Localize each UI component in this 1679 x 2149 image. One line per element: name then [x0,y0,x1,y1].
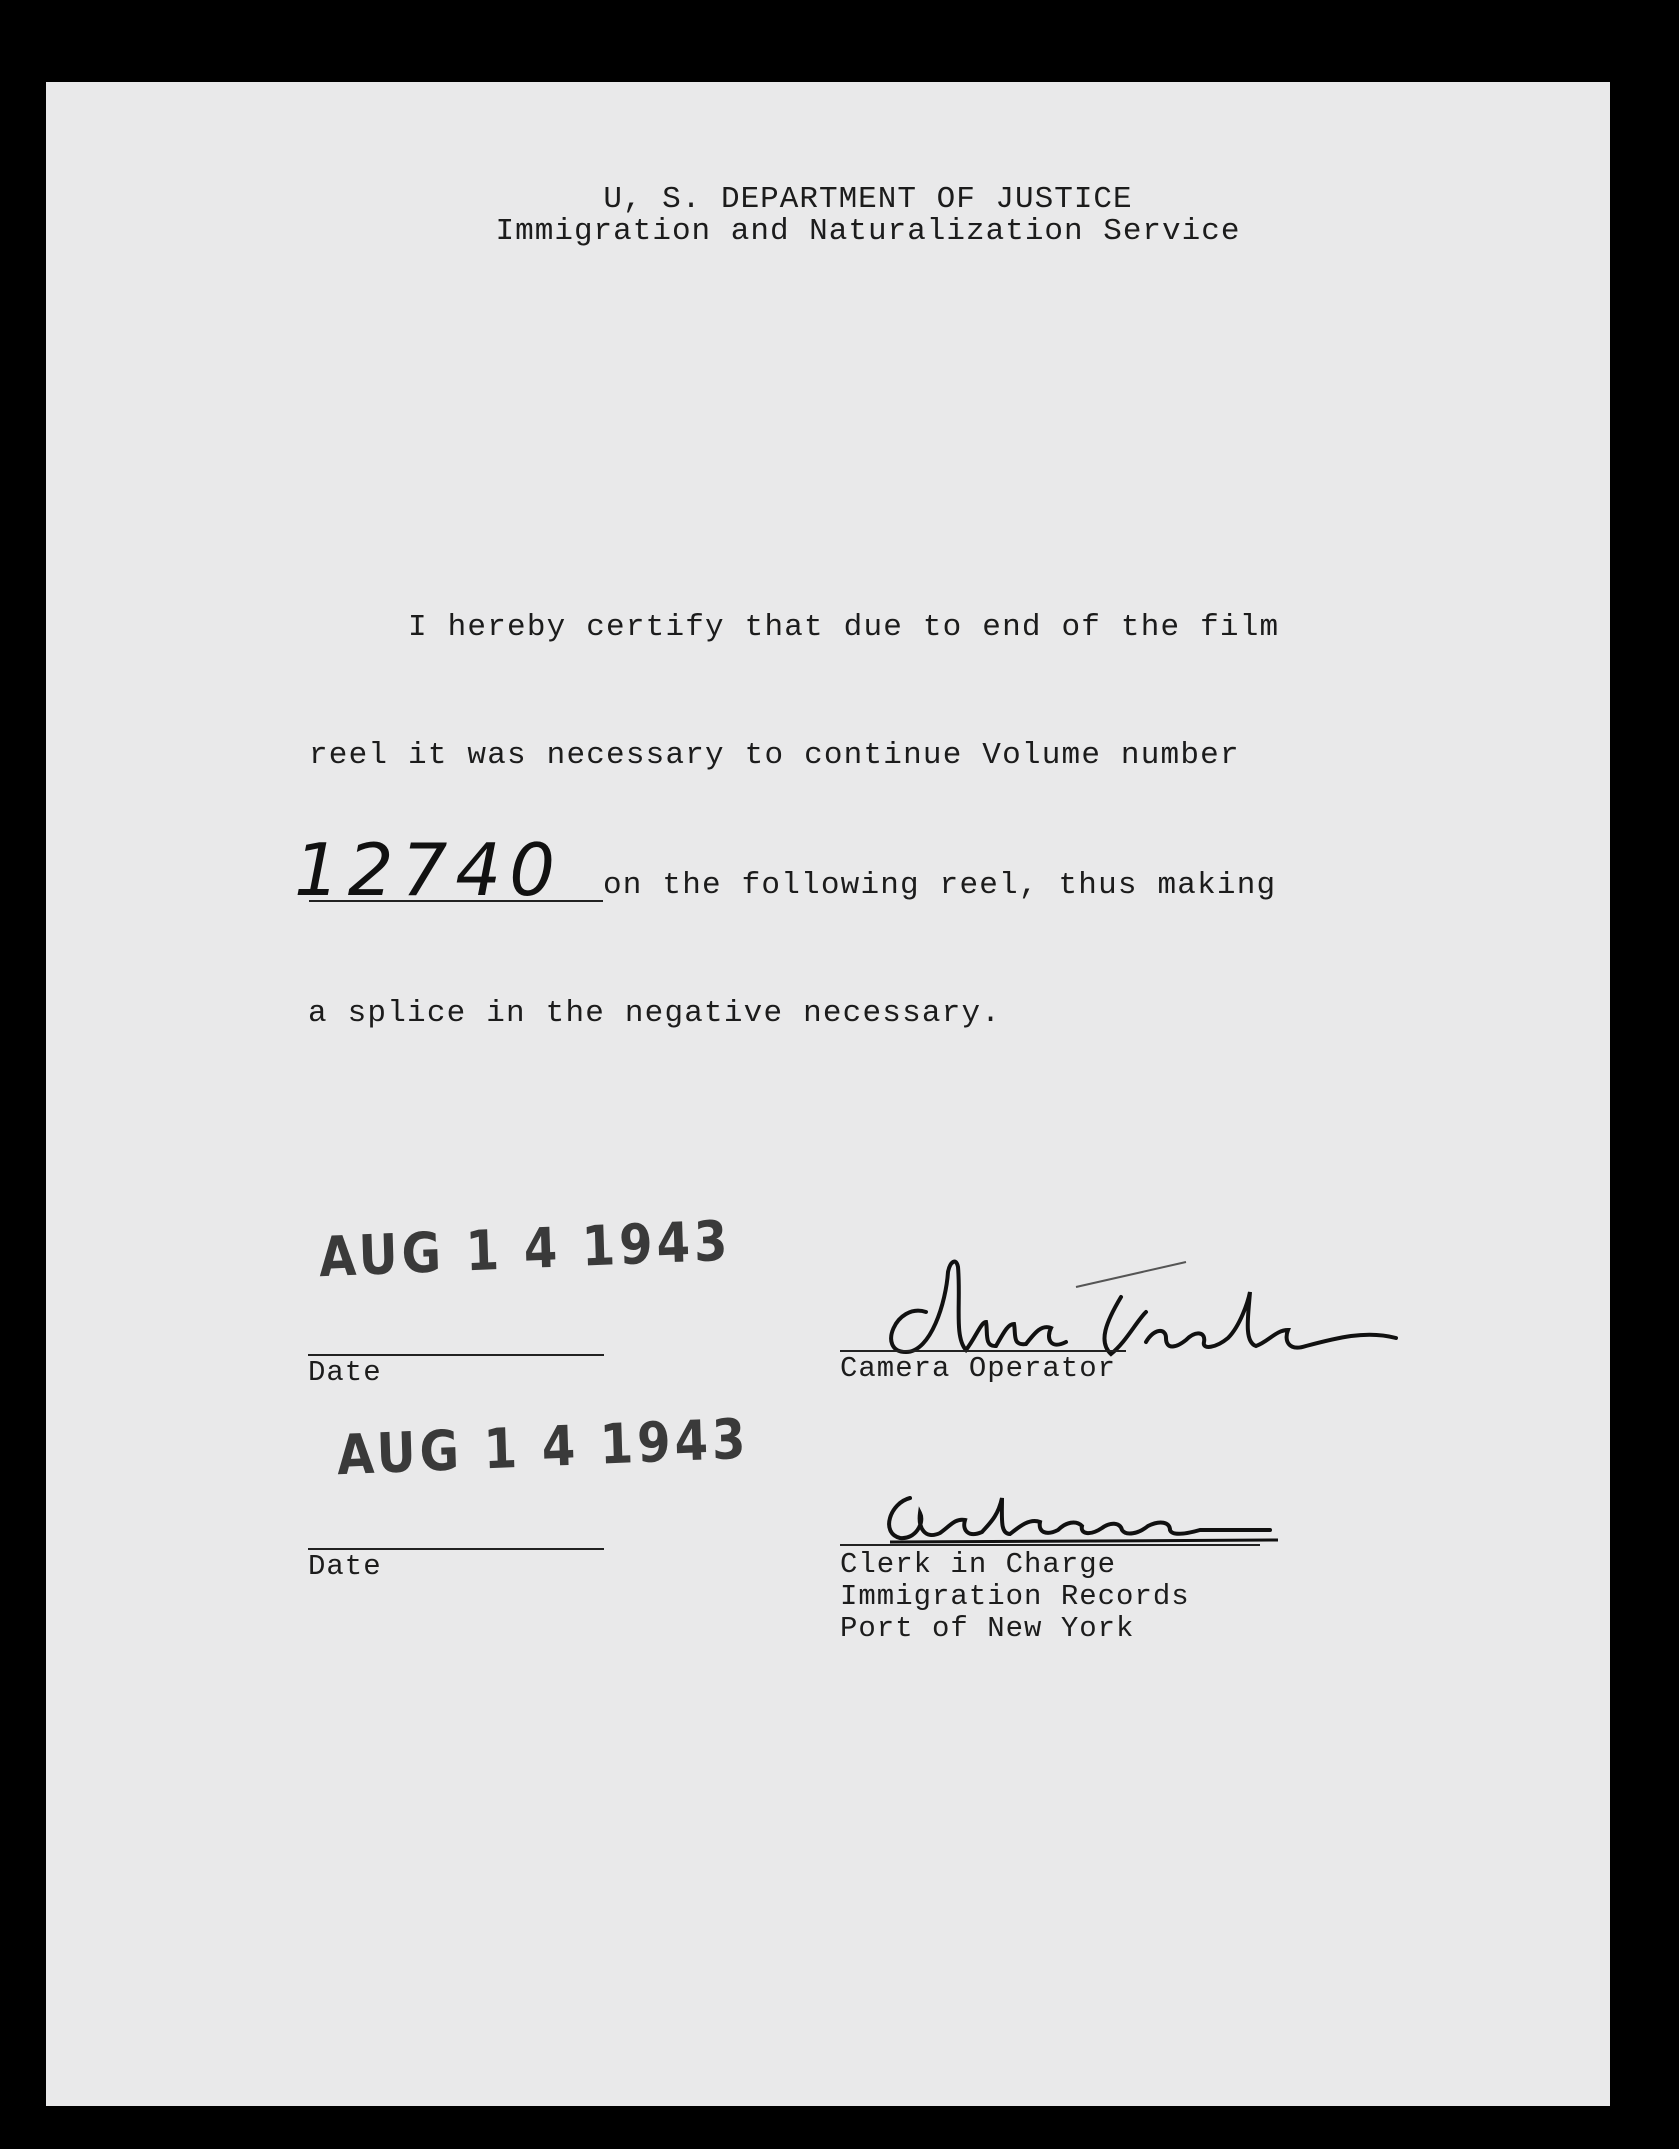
certification-line-3: on the following reel, thus making [603,868,1277,903]
date-stamp-1: AUG 1 4 1943 [318,1209,733,1290]
camera-operator-label: Camera Operator [840,1352,1117,1385]
department-heading: U, S. DEPARTMENT OF JUSTICE [603,182,1133,217]
clerk-signature-line [840,1544,1260,1546]
certificate-page [46,82,1610,2106]
certification-line-1: I hereby certify that due to end of the film [408,610,1280,645]
clerk-dept-label: Immigration Records [840,1580,1190,1613]
certification-line-2: reel it was necessary to continue Volume number [309,738,1240,773]
date-label-2: Date [308,1550,382,1583]
date-stamp-2: AUG 1 4 1943 [336,1407,751,1488]
clerk-port-label: Port of New York [840,1612,1135,1645]
volume-number-blank-line [309,900,603,902]
service-heading: Immigration and Naturalization Service [495,214,1241,249]
certification-line-4: a splice in the negative necessary. [308,996,1002,1031]
clerk-title-label: Clerk in Charge [840,1548,1117,1581]
date-label-1: Date [308,1356,382,1389]
volume-number-handwritten: 12740 [294,828,564,912]
